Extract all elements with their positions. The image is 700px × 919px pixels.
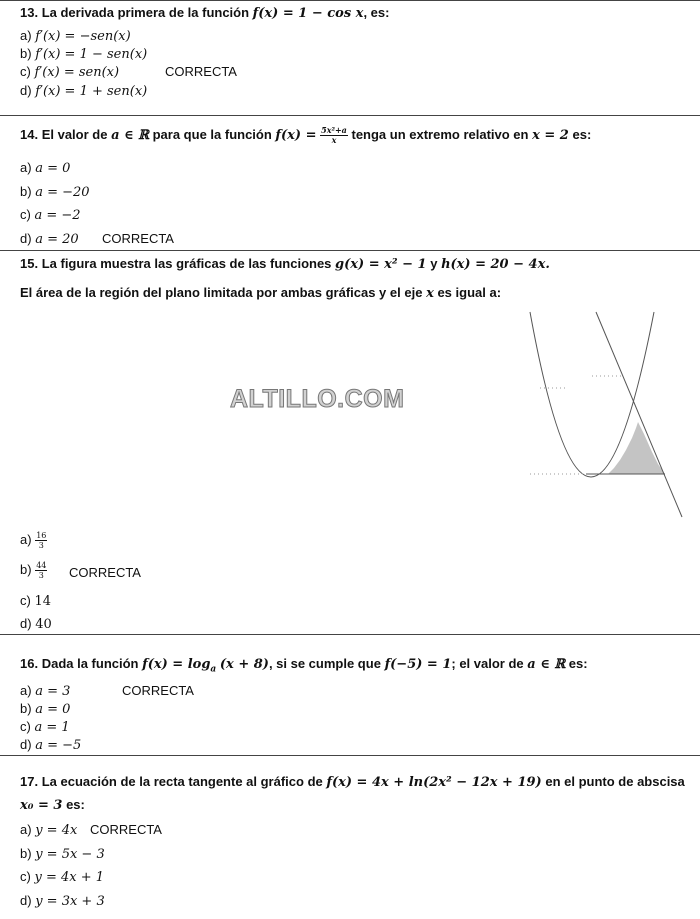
q14-func-lhs: f(x) = bbox=[275, 127, 317, 143]
q14-number: 14. bbox=[20, 126, 39, 142]
option-expr: y = 3x + 3 bbox=[35, 894, 105, 909]
q16-option-d bbox=[20, 737, 81, 753]
q13-text-b: , es: bbox=[363, 5, 390, 20]
q17-text-a: La ecuación de la recta tangente al gráfico de bbox=[41, 774, 323, 789]
fraction-denominator: x bbox=[331, 135, 337, 145]
question-15-line2 bbox=[20, 285, 501, 301]
q13-function: f(x) = 1 − cos x bbox=[252, 6, 364, 21]
question-13 bbox=[20, 5, 389, 21]
option-expr: y = 5x − 3 bbox=[35, 847, 105, 862]
option-expr: f′(x) = −sen(x) bbox=[35, 29, 131, 44]
option-letter: a) bbox=[20, 160, 32, 175]
q14-text-c: tenga un extremo relativo en bbox=[351, 126, 529, 142]
q16-cond: f(−5) = 1 bbox=[384, 657, 452, 672]
q16-text-c: ; el valor de bbox=[451, 656, 524, 671]
option-expr: a = 0 bbox=[35, 161, 71, 176]
option-expr: y = 4x bbox=[35, 823, 78, 838]
option-letter: a) bbox=[20, 683, 32, 698]
option-expr: 14 bbox=[34, 594, 52, 609]
divider bbox=[0, 250, 700, 251]
option-fraction bbox=[35, 561, 47, 580]
q17-number: 17. bbox=[20, 774, 39, 789]
question-17-line2 bbox=[20, 797, 85, 813]
q13-option-c bbox=[20, 64, 119, 80]
q17-text-b: en el punto de abscisa bbox=[545, 774, 685, 789]
q16-option-c bbox=[20, 719, 70, 735]
q16-text-d: es: bbox=[568, 656, 588, 671]
q16-text-b: , si se cumple que bbox=[268, 656, 381, 671]
q17-func: f(x) = 4x + ln(2x² − 12x + 19) bbox=[326, 775, 542, 790]
area-figure bbox=[522, 310, 687, 522]
option-letter: c) bbox=[20, 593, 31, 608]
fraction-numerator: 16 bbox=[36, 531, 47, 540]
question-17 bbox=[20, 774, 685, 790]
option-letter: d) bbox=[20, 616, 32, 631]
q17-correct-mark: CORRECTA bbox=[90, 822, 162, 837]
q13-number: 13. bbox=[20, 5, 39, 20]
q15-number: 15. bbox=[20, 256, 39, 271]
q16-correct-mark: CORRECTA bbox=[122, 683, 194, 698]
q17-option-a bbox=[20, 822, 77, 838]
option-expr: f′(x) = 1 − sen(x) bbox=[35, 47, 148, 62]
option-letter: a) bbox=[20, 28, 32, 43]
q14-correct-mark: CORRECTA bbox=[102, 231, 174, 246]
q15-option-c bbox=[20, 593, 51, 609]
q15-line2-a: El área de la región del plano limitada por ambas gráficas y el eje bbox=[20, 285, 423, 300]
option-letter: d) bbox=[20, 737, 32, 752]
q16-option-a bbox=[20, 683, 70, 699]
q16-number: 16. bbox=[20, 656, 39, 671]
option-letter: b) bbox=[20, 561, 32, 577]
option-expr: a = −2 bbox=[34, 208, 81, 223]
q14-text-a: El valor de bbox=[41, 126, 108, 142]
q16-log-base: a bbox=[210, 664, 217, 675]
watermark: ALTILLO.COM bbox=[230, 385, 405, 413]
q17-option-c bbox=[20, 869, 104, 885]
q16-var: a ∈ ℝ bbox=[527, 657, 566, 672]
option-letter: b) bbox=[20, 184, 32, 199]
q13-option-b bbox=[20, 46, 147, 62]
fraction-numerator: 5x²+a bbox=[321, 125, 347, 135]
option-expr: f′(x) = 1 + sen(x) bbox=[35, 84, 148, 99]
option-letter: b) bbox=[20, 846, 32, 861]
q15-text-y: y bbox=[430, 256, 438, 271]
option-letter: d) bbox=[20, 893, 32, 908]
divider bbox=[0, 634, 700, 635]
q13-option-d bbox=[20, 83, 147, 99]
q17-point: x₀ = 3 bbox=[20, 798, 63, 813]
fraction-denominator: 3 bbox=[38, 541, 44, 550]
option-expr: a = 3 bbox=[35, 684, 71, 699]
q15-text-a: La figura muestra las gráficas de las funciones bbox=[41, 256, 332, 271]
option-expr: y = 4x + 1 bbox=[34, 870, 105, 885]
q15-h: h(x) = 20 − 4x. bbox=[441, 257, 550, 272]
q17-option-d bbox=[20, 893, 105, 909]
option-letter: c) bbox=[20, 869, 31, 884]
option-letter: d) bbox=[20, 83, 32, 98]
divider bbox=[0, 755, 700, 756]
q16-func: f(x) = log bbox=[142, 657, 211, 672]
option-letter: c) bbox=[20, 719, 31, 734]
option-expr: a = −20 bbox=[35, 185, 90, 200]
q15-line2-b: es igual a: bbox=[437, 285, 502, 300]
fraction-numerator: 44 bbox=[36, 561, 47, 570]
option-fraction bbox=[35, 531, 47, 550]
q14-text-b: para que la función bbox=[152, 126, 272, 142]
q16-arg: (x + 8) bbox=[219, 657, 269, 672]
q14-var: a ∈ ℝ bbox=[111, 127, 149, 143]
question-14 bbox=[20, 126, 591, 145]
option-letter: b) bbox=[20, 701, 32, 716]
question-16 bbox=[20, 656, 588, 675]
q15-option-a bbox=[20, 531, 47, 550]
q15-line2-var: x bbox=[426, 286, 434, 301]
top-rule bbox=[0, 0, 700, 1]
option-expr: 40 bbox=[35, 617, 52, 632]
q14-option-a bbox=[20, 160, 70, 176]
option-letter: d) bbox=[20, 231, 32, 246]
q15-option-b bbox=[20, 561, 47, 580]
line-curve bbox=[596, 312, 682, 517]
q13-option-a bbox=[20, 28, 131, 44]
option-letter: b) bbox=[20, 46, 32, 61]
option-expr: a = 20 bbox=[35, 232, 79, 247]
fraction-denominator: 3 bbox=[38, 571, 44, 580]
q15-correct-mark: CORRECTA bbox=[69, 565, 141, 580]
q17-option-b bbox=[20, 846, 105, 862]
q14-text-d: es: bbox=[572, 126, 592, 142]
option-expr: f′(x) = sen(x) bbox=[34, 65, 120, 80]
q13-text-a: La derivada primera de la función bbox=[41, 5, 250, 20]
option-letter: c) bbox=[20, 64, 31, 79]
q13-correct-mark: CORRECTA bbox=[165, 64, 237, 79]
q15-g: g(x) = x² − 1 bbox=[335, 257, 427, 272]
divider bbox=[0, 115, 700, 116]
option-letter: a) bbox=[20, 531, 32, 547]
option-expr: a = −5 bbox=[35, 738, 82, 753]
shaded-region bbox=[608, 422, 665, 474]
option-letter: a) bbox=[20, 822, 32, 837]
question-15 bbox=[20, 256, 550, 272]
q14-option-b bbox=[20, 184, 90, 200]
q14-option-c bbox=[20, 207, 81, 223]
q14-point: x = 2 bbox=[532, 127, 569, 143]
q15-option-d bbox=[20, 616, 52, 632]
q16-text-a: Dada la función bbox=[41, 656, 139, 671]
q14-fraction bbox=[320, 126, 348, 145]
option-letter: c) bbox=[20, 207, 31, 222]
option-expr: a = 1 bbox=[34, 720, 70, 735]
q17-text-c: es: bbox=[66, 797, 85, 812]
option-expr: a = 0 bbox=[35, 702, 71, 717]
q14-option-d bbox=[20, 231, 79, 247]
q16-option-b bbox=[20, 701, 70, 717]
